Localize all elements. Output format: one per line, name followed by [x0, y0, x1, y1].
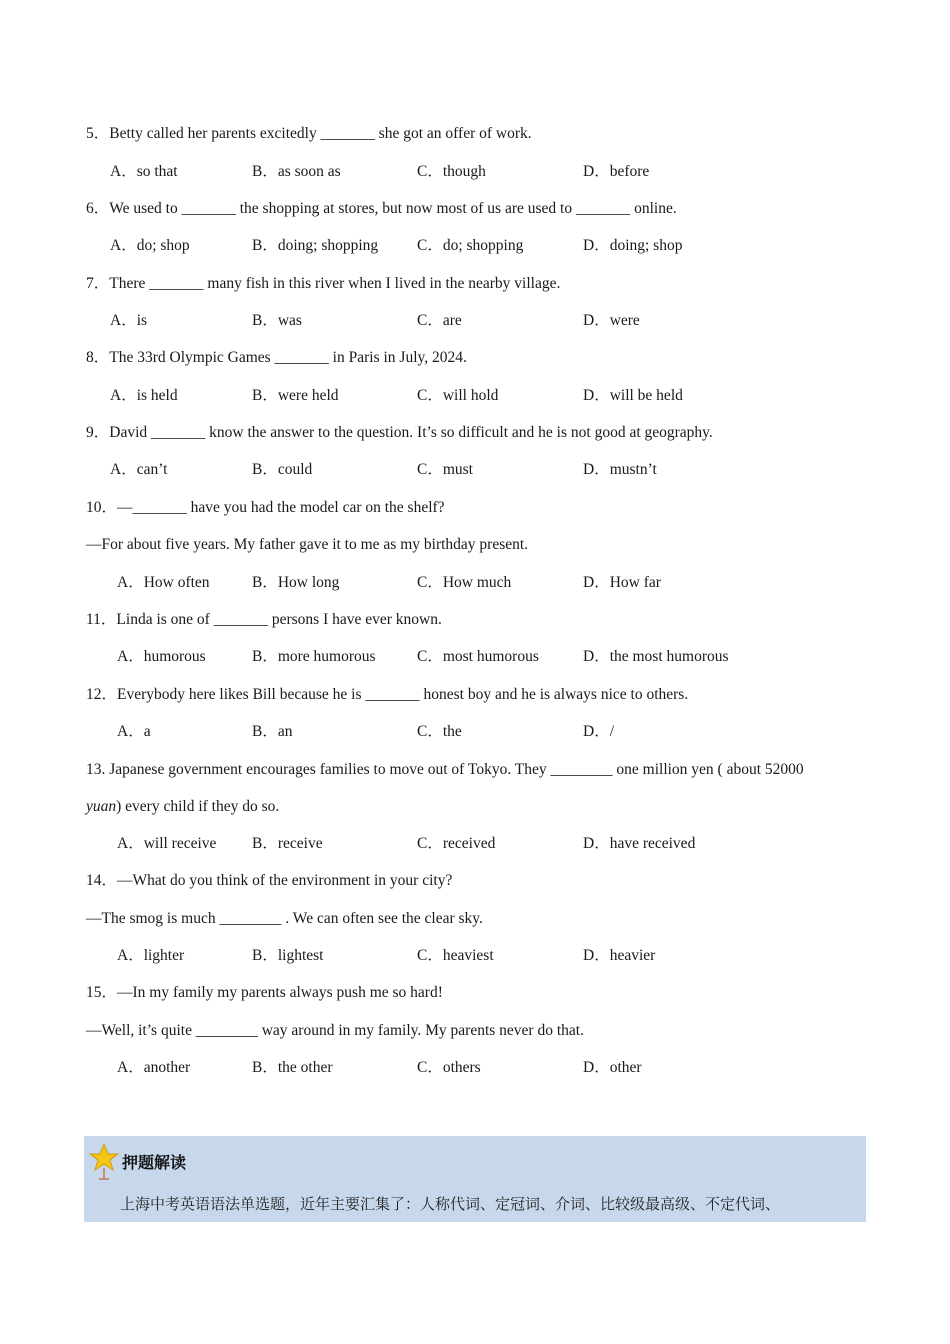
question-7-stem: 7．There _______ many fish in this river when I lived in the nearby village.	[86, 275, 561, 292]
option-d: D．heavier	[583, 947, 656, 964]
question-9-options	[110, 460, 810, 480]
option-b: B．lightest	[252, 947, 324, 964]
option-c: C．are	[417, 312, 462, 329]
option-a: A．a	[117, 723, 151, 740]
question-15-stem: 15．—In my family my parents always push me so hard!	[86, 984, 443, 1001]
italic-term: yuan	[86, 798, 117, 815]
question-10-stem: 10．—_______ have you had the model car on the shelf?	[86, 499, 445, 516]
question-15-options	[117, 1058, 817, 1078]
option-a: A．will receive	[117, 835, 217, 852]
option-a: A．another	[117, 1059, 191, 1076]
option-d: D．the most humorous	[583, 648, 729, 665]
question-10-reply: —For about five years. My father gave it to me as my birthday present.	[86, 536, 529, 553]
option-d: D．have received	[583, 835, 696, 852]
question-9-stem: 9．David _______ know the answer to the question. It’s so difficult and he is not good at geography.	[86, 424, 713, 441]
question-14-stem: 14．—What do you think of the environment in your city?	[86, 872, 453, 889]
question-13-stem-continued	[86, 797, 279, 817]
option-d: D．mustn’t	[583, 461, 657, 478]
banner-text: 上海中考英语语法单选题，近年主要汇集了：人称代词、定冠词、介词、比较级最高级、不定代词、	[120, 1195, 781, 1213]
option-d: D．doing; shop	[583, 237, 683, 254]
option-b: B．more humorous	[252, 648, 376, 665]
option-c: C．most humorous	[417, 648, 539, 665]
option-c: C．must	[417, 461, 473, 478]
option-a: A．do; shop	[110, 237, 190, 254]
option-c: C．How much	[417, 574, 512, 591]
option-c: C．the	[417, 723, 462, 740]
question-12-stem: 12．Everybody here likes Bill because he is _______ honest boy and he is always nice to others.	[86, 686, 689, 703]
question-14-reply: —The smog is much ________ . We can often see the clear sky.	[86, 910, 483, 927]
option-b: B．an	[252, 723, 293, 740]
option-b: B．was	[252, 312, 302, 329]
question-14-options	[117, 946, 817, 966]
question-15-reply: —Well, it’s quite ________ way around in my family. My parents never do that.	[86, 1022, 584, 1039]
question-6-stem: 6．We used to _______ the shopping at stores, but now most of us are used to _______ online.	[86, 200, 677, 217]
option-d: D．before	[583, 163, 650, 180]
option-b: B．How long	[252, 574, 340, 591]
option-b: B．were held	[252, 387, 339, 404]
option-a: A．How often	[117, 574, 210, 591]
option-c: C．will hold	[417, 387, 499, 404]
option-d: D．other	[583, 1059, 642, 1076]
banner-title: 押题解读	[122, 1153, 187, 1172]
question-8-stem: 8．The 33rd Olympic Games _______ in Paris in July, 2024.	[86, 349, 467, 366]
option-c: C．though	[417, 163, 486, 180]
option-a: A．lighter	[117, 947, 185, 964]
question-12-options	[117, 722, 817, 742]
option-c: C．do; shopping	[417, 237, 524, 254]
option-a: A．can’t	[110, 461, 168, 478]
exam-analysis-banner	[84, 1136, 866, 1222]
option-a: A．is held	[110, 387, 178, 404]
question-8-options	[110, 386, 810, 406]
question-10-options	[117, 573, 817, 593]
option-b: B．doing; shopping	[252, 237, 379, 254]
option-d: D．/	[583, 723, 615, 740]
option-c: C．heaviest	[417, 947, 494, 964]
option-a: A．humorous	[117, 648, 206, 665]
option-b: B．as soon as	[252, 163, 341, 180]
question-13-options	[117, 834, 817, 854]
option-d: D．were	[583, 312, 640, 329]
question-5-stem: 5．Betty called her parents excitedly _______ she got an offer of work.	[86, 125, 532, 142]
stem-rest: ) every child if they do so.	[116, 798, 280, 815]
question-6-options	[110, 236, 810, 256]
question-5-options	[110, 162, 810, 182]
option-a: A．so that	[110, 163, 178, 180]
question-7-options	[110, 311, 810, 331]
option-b: B．the other	[252, 1059, 333, 1076]
option-b: B．receive	[252, 835, 323, 852]
question-11-options	[117, 647, 817, 667]
option-a: A．is	[110, 312, 148, 329]
option-d: D．How far	[583, 574, 661, 591]
option-c: C．received	[417, 835, 496, 852]
option-d: D．will be held	[583, 387, 683, 404]
star-icon	[88, 1142, 120, 1182]
option-c: C．others	[417, 1059, 481, 1076]
question-11-stem: 11．Linda is one of _______ persons I have ever known.	[86, 611, 442, 628]
option-b: B．could	[252, 461, 313, 478]
question-13-stem: 13. Japanese government encourages families to move out of Tokyo. They ________ one million yen ( about 52000	[86, 761, 804, 778]
